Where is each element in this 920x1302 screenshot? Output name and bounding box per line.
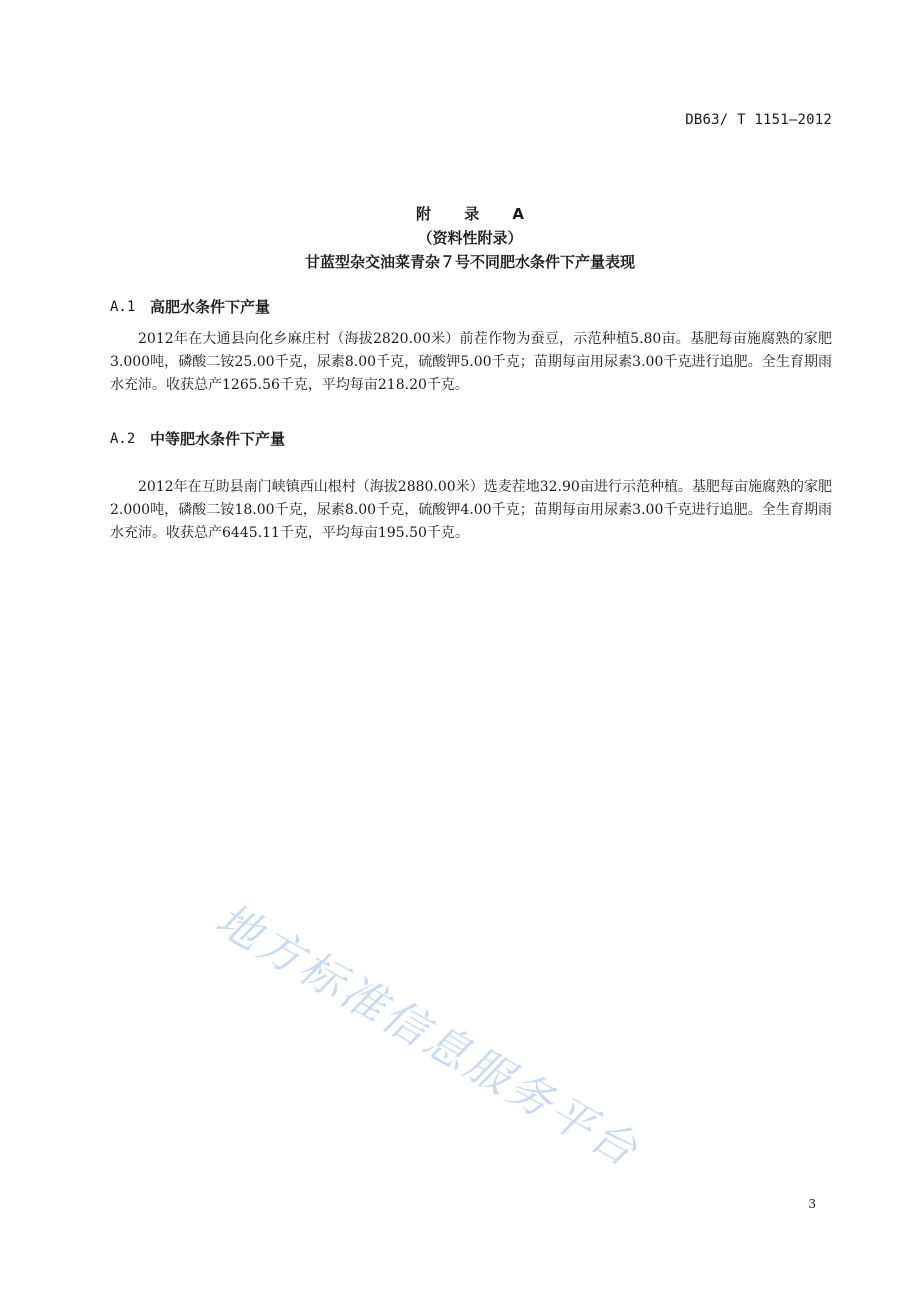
section-heading [110,297,832,317]
section-heading [110,429,832,449]
appendix-title: 甘蓝型杂交油菜青杂７号不同肥水条件下产量表现 [304,253,635,271]
watermark-text: 地方标准信息服务平台 [207,893,649,1178]
document-code: DB63/ T 1151—2012 [685,112,832,128]
section-title: 中等肥水条件下产量 [150,430,286,448]
page-number: 3 [808,1197,816,1211]
section-a1 [110,297,832,397]
appendix-label: 附 录 A [415,205,539,223]
appendix-heading [0,202,920,274]
section-paragraph: 2012年在互助县南门峡镇西山根村（海拔2880.00米）选麦茬地32.90亩进行示范种植。基肥每亩施腐熟的家肥2.000吨，磷酸二铵18.00千克，尿素8.00千克，硫酸钾4.00千克；苗期每亩用尿素3.00千克进行追肥。全生育期雨水充沛。收获总产6445.11千克，平均每亩195.50千克。 [110,479,832,541]
section-number: A.2 [110,431,136,447]
section-paragraph: 2012年在大通县向化乡麻庄村（海拔2820.00米）前茬作物为蚕豆，示范种植5.80亩。基肥每亩施腐熟的家肥3.000吨，磷酸二铵25.00千克，尿素8.00千克，硫酸钾5.00千克；苗期每亩用尿素3.00千克进行追肥。全生育期雨水充沛。收获总产1265.56千克，平均每亩218.20千克。 [110,331,832,393]
appendix-type: （资料性附录） [417,229,523,247]
section-title: 高肥水条件下产量 [150,298,271,316]
section-a2 [110,429,832,545]
section-number: A.1 [110,299,136,315]
